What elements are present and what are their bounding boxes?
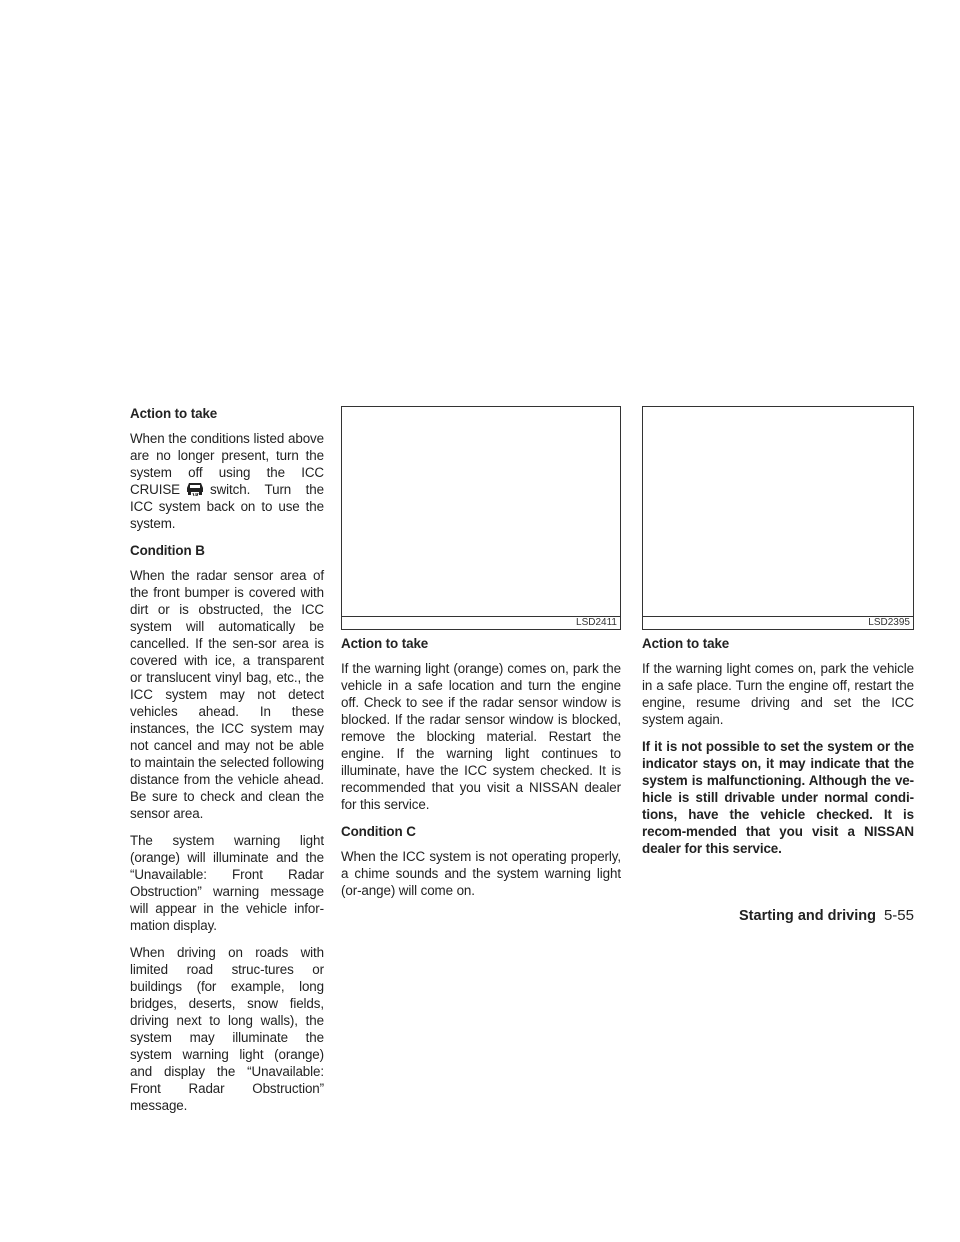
paragraph: When driving on roads with limited road struc-tures or buildings (for example, long bridges, deserts, snow fields, driving next to long walls), the system may illuminate the system warning light (orange) and display the “Unavailable: Front Radar Obstruction” message. [130, 945, 324, 1113]
text-column-2 [341, 635, 621, 909]
paragraph: When the radar sensor area of the front bumper is covered with dirt or is obstructed, the ICC system will automatically be cancelled. If the sen-sor area is covered with ice, a transparent or translucent vinyl bag, etc., the ICC system may not detect vehicles ahead. In these instances, the ICC system may not cancel and may not be able to maintain the selected following distance from the vehicle ahead. Be sure to check and clean the sensor area. [130, 568, 324, 821]
figure-code: LSD2395 [868, 617, 910, 628]
heading-action-to-take: Action to take [341, 636, 429, 651]
paragraph: If the warning light comes on, park the vehicle in a safe place. Turn the engine off, restart the engine, resume driving and set the ICC system again. [642, 661, 914, 727]
paragraph-text: switch. Turn the ICC system back on to use the system. [130, 482, 324, 531]
figure-lsd2411 [341, 406, 621, 630]
paragraph [130, 430, 324, 532]
heading-condition-b: Condition B [130, 543, 205, 558]
paragraph: When the ICC system is not operating properly, a chime sounds and the system warning light (or-ange) will come on. [341, 849, 621, 898]
page-number: 5-55 [883, 907, 914, 924]
paragraph-text: When the conditions listed above are no longer present, turn the system off using the ICC CRUISE [130, 431, 324, 497]
text-column-3 [642, 635, 914, 867]
paragraph: The system warning light (orange) will illuminate and the “Unavailable: Front Radar Obstruction” warning message will appear in the vehicle infor-mation display. [130, 833, 324, 933]
section-title: Starting and driving [739, 908, 876, 924]
text-column-1 [130, 405, 324, 1124]
heading-condition-c: Condition C [341, 824, 416, 839]
page-footer [739, 907, 914, 924]
cruise-car-icon [184, 481, 206, 497]
heading-action-to-take: Action to take [642, 636, 730, 651]
bold-warning-paragraph: If it is not possible to set the system or the indicator stays on, it may indicate that the system is malfunctioning. Although the ve-hicle is still drivable under normal condi-tions, have the vehicle checked. It is recom-mended that you visit a NISSAN dealer for this service. [642, 739, 914, 856]
figure-code: LSD2411 [576, 617, 617, 628]
heading-action-to-take: Action to take [130, 406, 218, 421]
paragraph: If the warning light (orange) comes on, park the vehicle in a safe location and turn the engine off. Check to see if the radar sensor window is blocked. If the radar sensor window is blocked, remove the blocking material. Restart the engine. If the warning light continues to illuminate, have the ICC system checked. It is recommended that you visit a NISSAN dealer for this service. [341, 661, 621, 812]
figure-lsd2395 [642, 406, 914, 630]
